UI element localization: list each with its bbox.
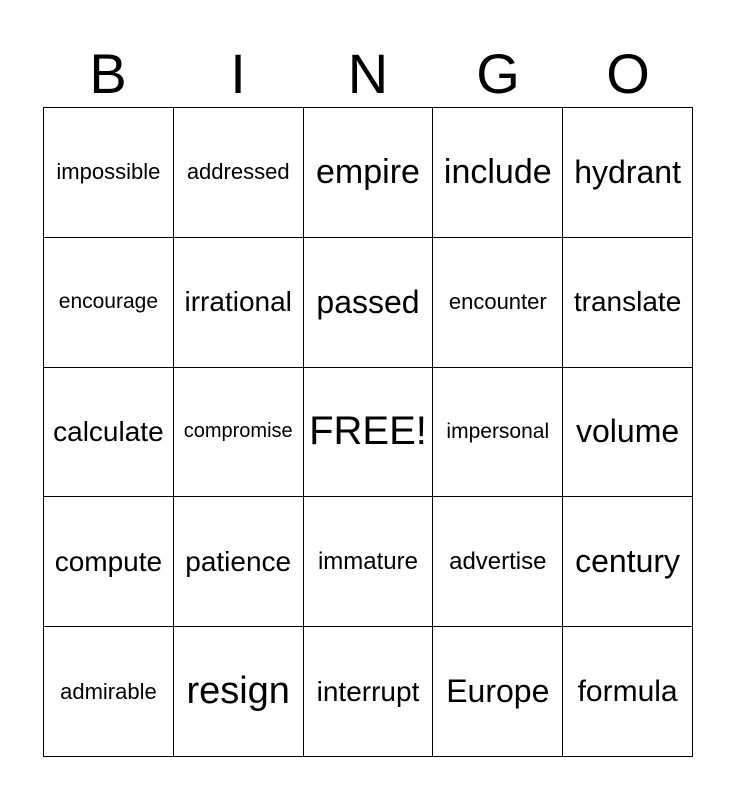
bingo-cell: addressed (174, 108, 304, 238)
header-letter-o: O (606, 42, 650, 105)
bingo-cell: hydrant (563, 108, 693, 238)
bingo-cell: formula (563, 627, 693, 757)
bingo-cell: encourage (44, 238, 174, 368)
bingo-cell: include (433, 108, 563, 238)
bingo-header (43, 40, 693, 108)
bingo-cell: compute (44, 497, 174, 627)
bingo-cell: encounter (433, 238, 563, 368)
header-letter-b: B (89, 42, 127, 105)
bingo-cell: calculate (44, 368, 174, 498)
bingo-cell: volume (563, 368, 693, 498)
bingo-cell: century (563, 497, 693, 627)
bingo-cell: impossible (44, 108, 174, 238)
free-space: FREE! (304, 368, 434, 498)
bingo-cell: compromise (174, 368, 304, 498)
header-letter-i: I (230, 42, 246, 105)
bingo-cell: passed (304, 238, 434, 368)
bingo-cell: resign (174, 627, 304, 757)
bingo-cell: advertise (433, 497, 563, 627)
bingo-cell: translate (563, 238, 693, 368)
bingo-cell: irrational (174, 238, 304, 368)
bingo-cell: Europe (433, 627, 563, 757)
bingo-cell: empire (304, 108, 434, 238)
header-letter-g: G (476, 42, 520, 105)
bingo-cell: immature (304, 497, 434, 627)
bingo-card-grid (43, 107, 693, 757)
header-letter-n: N (347, 42, 389, 105)
bingo-cell: impersonal (433, 368, 563, 498)
bingo-cell: patience (174, 497, 304, 627)
bingo-cell: admirable (44, 627, 174, 757)
bingo-cell: interrupt (304, 627, 434, 757)
